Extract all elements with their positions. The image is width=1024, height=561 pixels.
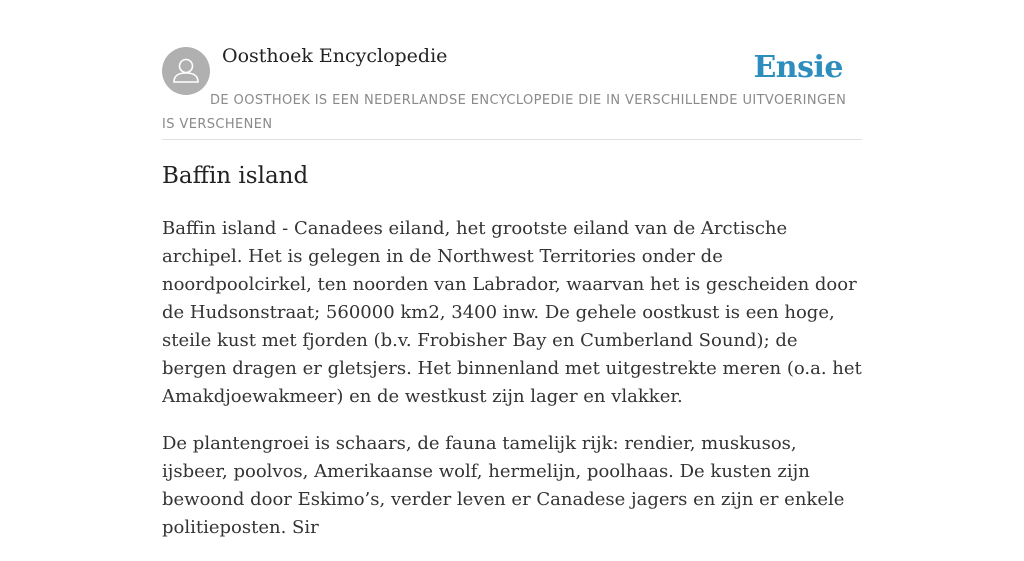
header — [162, 0, 862, 140]
article-paragraph: Baffin island - Canadees eiland, het grootste eiland van de Arctische archipel. Het is gelegen in de Northwest Territories onder de noordpoolcirkel, ten noorden van Labrador, waarvan het is gescheiden door de Hudsonstraat; 560000 km2, 3400 inw. De gehele oostkust is een hoge, steile kust met fjorden (b.v. Frobisher Bay en Cumberland Sound); de bergen dragen er gletsjers. Het binnenland met uitgestrekte meren (o.a. het Amakdjoewakmeer) en de westkust zijn lager en vlakker. — [162, 218, 862, 407]
avatar[interactable] — [162, 47, 210, 95]
page-container — [162, 0, 862, 538]
article-body — [162, 215, 862, 561]
brand-logo[interactable]: Ensie — [753, 50, 843, 85]
article-paragraph: De plantengroei is schaars, de fauna tamelijk rijk: rendier, muskusos, ijsbeer, poolvos, Amerikaanse wolf, hermelijn, poolhaas. De kusten zijn bewoond door Eskimo’s, verder leven er Canadese jagers en zijn er enkele politieposten. Sir — [162, 433, 845, 538]
site-tagline: DE OOSTHOEK IS EEN NEDERLANDSE ENCYCLOPEDIE DIE IN VERSCHILLENDE UITVOERINGEN IS VERSCHENEN — [162, 93, 847, 132]
user-icon — [162, 47, 210, 95]
site-name[interactable]: Oosthoek Encyclopedie — [222, 45, 448, 67]
article-title: Baffin island — [162, 163, 309, 189]
